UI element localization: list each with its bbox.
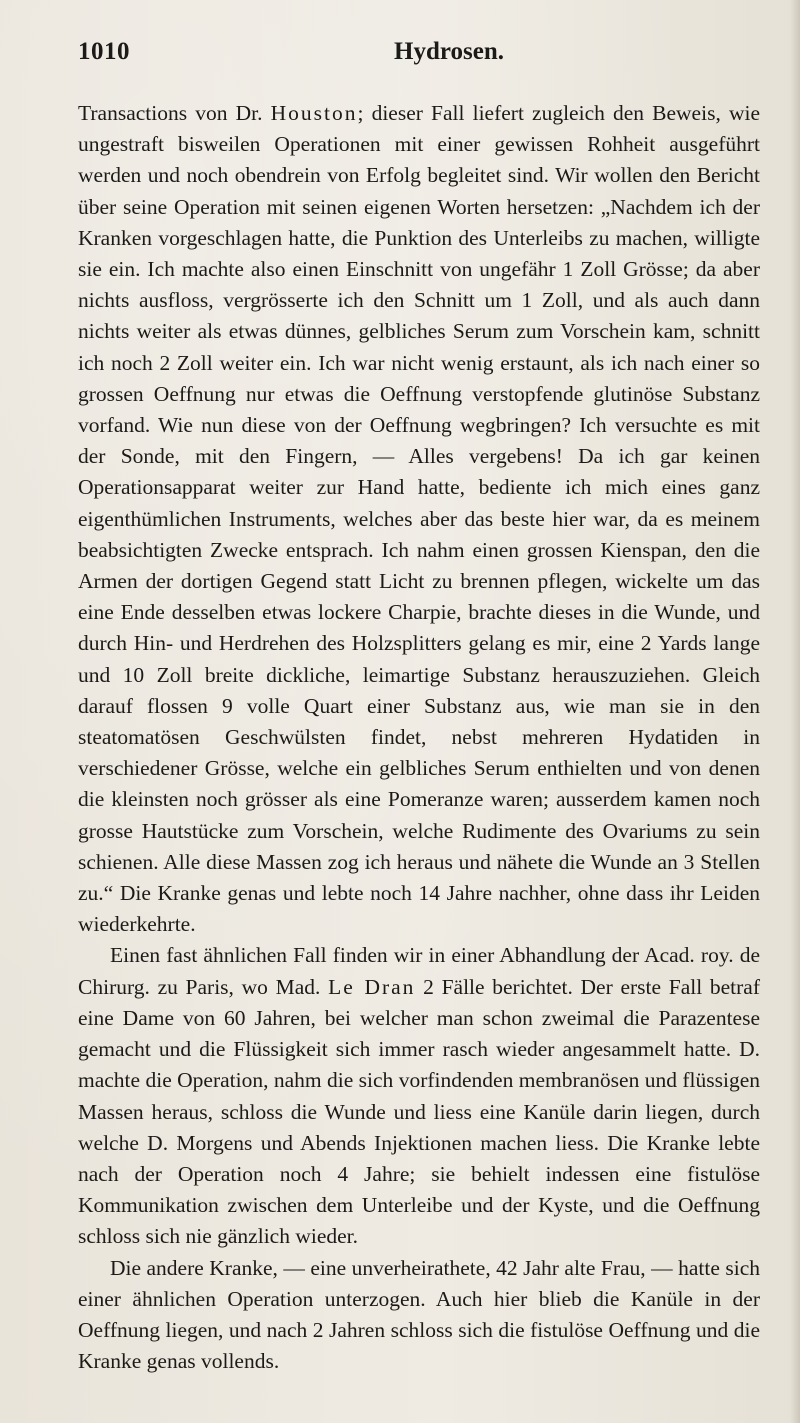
paragraph-text: Transactions von Dr.	[78, 101, 271, 125]
paragraph	[78, 98, 760, 940]
paragraph-text: Einen fast ähnlichen Fall finden wir in einer Abhandlung der Acad. roy. de Chirurg. zu Paris, wo Mad.	[78, 943, 760, 999]
text-body	[78, 98, 760, 1377]
page-header	[78, 38, 760, 78]
author-name-spaced: Houston	[270, 101, 358, 125]
running-head: Hydrosen.	[394, 38, 504, 65]
page-edge-shadow	[790, 0, 800, 1423]
paragraph-text: ; dieser Fall liefert zugleich den Beweis, wie ungestraft bisweilen Operationen mit einer gewissen Rohheit ausgeführt werden und noch obendrein von Erfolg begleitet sind. Wir wollen den Bericht über seine Operation mit seinen eigenen Worten hersetzen: „Nachdem ich der Kranken vorgeschlagen hatte, die Punktion des Unterleibs zu machen, willigte sie ein. Ich machte also einen Einschnitt von ungefähr 1 Zoll Grösse; da aber nichts ausfloss, vergrösserte ich den Schnitt um 1 Zoll, und als auch dann nichts weiter als etwas dünnes, gelbliches Serum zum Vorschein kam, schnitt ich noch 2 Zoll weiter ein. Ich war nicht wenig erstaunt, als ich nach einer so grossen Oeffnung nur etwas die Oeffnung verstopfende glutinöse Substanz vorfand. Wie nun diese von der Oeffnung wegbringen? Ich versuchte es mit der Sonde, mit den Fingern, — Alles vergebens! Da ich gar keinen Operationsapparat weiter zur Hand hatte, bediente ich mich eines ganz eigenthümlichen Instruments, welches aber das beste hier war, da es meinem beabsichtigten Zwecke entsprach. Ich nahm einen grossen Kienspan, den die Armen der dortigen Gegend statt Licht zu brennen pflegen, wickelte um das eine Ende desselben etwas lockere Charpie, brachte dieses in die Wunde, und durch Hin- und Herdrehen des Holzsplitters gelang es mir, eine 2 Yards lange und 10 Zoll breite dickliche, leimartige Substanz herauszuziehen. Gleich darauf flossen 9 volle Quart einer Substanz aus, wie man sie in den steatomatösen Geschwülsten findet, nebst mehreren Hydatiden in verschiedener Grösse, welche ein gelbliches Serum enthielten und von denen die kleinsten noch grösser als eine Pomeranze waren; ausserdem kamen noch grosse Hautstücke zum Vorschein, welche Rudimente des Ovariums zu sein schienen. Alle diese Massen zog ich heraus und nähete die Wunde an 3 Stellen zu.“ Die Kranke genas und lebte noch 14 Jahre nachher, ohne dass ihr Leiden wiederkehrte.	[78, 101, 760, 937]
paragraph-text: 2 Fälle berichtet. Der erste Fall betraf eine Dame von 60 Jahren, bei welcher man schon zweimal die Parazentese gemacht und die Flüssigkeit sich immer rasch wieder angesammelt hatte. D. machte die Operation, nahm die sich vorfindenden membranösen und flüssigen Massen heraus, schloss die Wunde und liess eine Kanüle darin liegen, durch welche D. Morgens und Abends Injektionen machen liess. Die Kranke lebte nach der Operation noch 4 Jahre; sie behielt indessen eine fistulöse Kommunikation zwischen dem Unterleibe und der Kyste, und die Oeffnung schloss sich nie gänzlich wieder.	[78, 974, 761, 1249]
paragraph-text: Die andere Kranke, — eine unverheirathete, 42 Jahr alte Frau, — hatte sich einer ähnlichen Operation unterzogen. Auch hier blieb die Kanüle in der Oeffnung liegen, und nach 2 Jahren schloss sich die fistulöse Oeffnung und die Kranke genas vollends.	[78, 1255, 760, 1374]
page-number: 1010	[78, 38, 130, 65]
author-name-spaced: Le Dran	[328, 974, 416, 999]
paragraph	[78, 1253, 760, 1378]
paragraph	[78, 940, 760, 1252]
